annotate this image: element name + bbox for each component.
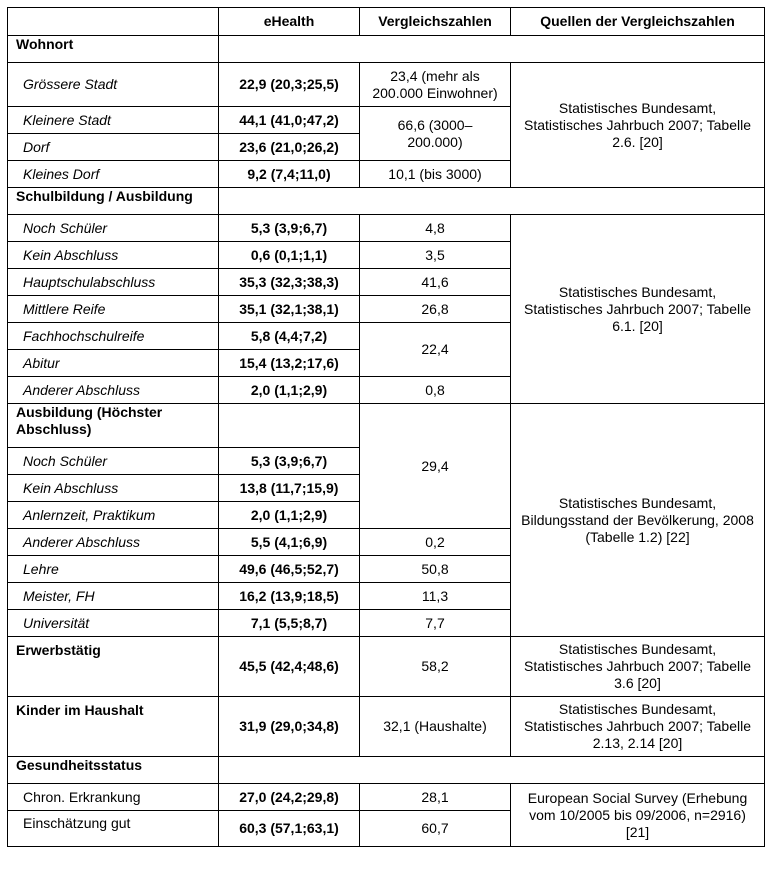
- ehealth-value: 31,9 (29,0;34,8): [219, 697, 360, 757]
- section-title-schulbildung: Schulbildung / Ausbildung: [8, 188, 219, 215]
- section-header-row: [8, 404, 765, 448]
- section-fill: [219, 404, 360, 448]
- comparison-value: 66,6 (3000–200.000): [360, 107, 511, 161]
- ehealth-value: 15,4 (13,2;17,6): [219, 350, 360, 377]
- comparison-value: 0,8: [360, 377, 511, 404]
- section-title-erwerbstaetig: Erwerbstätig: [8, 637, 219, 697]
- comparison-value: 28,1: [360, 784, 511, 811]
- ehealth-value: 44,1 (41,0;47,2): [219, 107, 360, 134]
- source-cell: Statistisches Bundesamt, Statistisches Jahrbuch 2007; Tabelle 6.1. [20]: [511, 215, 765, 404]
- row-label: Noch Schüler: [8, 448, 219, 475]
- comparison-value: 23,4 (mehr als 200.000 Einwohner): [360, 63, 511, 107]
- section-title-kinder: Kinder im Haushalt: [8, 697, 219, 757]
- comparison-value: 0,2: [360, 529, 511, 556]
- row-label: Fachhochschulreife: [8, 323, 219, 350]
- comparison-value: 22,4: [360, 323, 511, 377]
- ehealth-value: 7,1 (5,5;8,7): [219, 610, 360, 637]
- table-row: [8, 784, 765, 811]
- ehealth-value: 0,6 (0,1;1,1): [219, 242, 360, 269]
- row-label: Kleinere Stadt: [8, 107, 219, 134]
- row-label: Hauptschulabschluss: [8, 269, 219, 296]
- section-header-row: [8, 188, 765, 215]
- ehealth-value: 5,5 (4,1;6,9): [219, 529, 360, 556]
- table-row: [8, 637, 765, 697]
- row-label: Kleines Dorf: [8, 161, 219, 188]
- header-quellen: Quellen der Vergleichszahlen: [511, 8, 765, 36]
- row-label: Noch Schüler: [8, 215, 219, 242]
- data-table: [7, 7, 765, 847]
- row-label: Kein Abschluss: [8, 475, 219, 502]
- ehealth-value: 2,0 (1,1;2,9): [219, 502, 360, 529]
- table-row: [8, 697, 765, 757]
- section-title-gesundheit: Gesundheitsstatus: [8, 757, 219, 784]
- row-label: Mittlere Reife: [8, 296, 219, 323]
- comparison-value: 29,4: [360, 404, 511, 529]
- comparison-value: 32,1 (Haushalte): [360, 697, 511, 757]
- ehealth-value: 45,5 (42,4;48,6): [219, 637, 360, 697]
- comparison-value: 3,5: [360, 242, 511, 269]
- ehealth-value: 35,1 (32,1;38,1): [219, 296, 360, 323]
- row-label: Grössere Stadt: [8, 63, 219, 107]
- row-label: Anderer Abschluss: [8, 377, 219, 404]
- section-title-wohnort: Wohnort: [8, 36, 219, 63]
- section-header-row: [8, 36, 765, 63]
- ehealth-value: 9,2 (7,4;11,0): [219, 161, 360, 188]
- comparison-value: 60,7: [360, 811, 511, 847]
- header-category: [8, 8, 219, 36]
- row-label: Einschätzung gut: [8, 811, 219, 847]
- header-vergleichszahlen: Vergleichszahlen: [360, 8, 511, 36]
- ehealth-value: 23,6 (21,0;26,2): [219, 134, 360, 161]
- ehealth-value: 60,3 (57,1;63,1): [219, 811, 360, 847]
- section-title-ausbildung: Ausbildung (Höchster Abschluss): [8, 404, 219, 448]
- ehealth-value: 13,8 (11,7;15,9): [219, 475, 360, 502]
- row-label: Abitur: [8, 350, 219, 377]
- comparison-value: 50,8: [360, 556, 511, 583]
- ehealth-value: 35,3 (32,3;38,3): [219, 269, 360, 296]
- table-row: [8, 63, 765, 107]
- header-row: [8, 8, 765, 36]
- row-label: Lehre: [8, 556, 219, 583]
- table-row: [8, 215, 765, 242]
- section-fill: [219, 36, 765, 63]
- row-label: Meister, FH: [8, 583, 219, 610]
- source-cell: Statistisches Bundesamt, Statistisches Jahrbuch 2007; Tabelle 2.13, 2.14 [20]: [511, 697, 765, 757]
- source-cell: Statistisches Bundesamt, Statistisches Jahrbuch 2007; Tabelle 3.6 [20]: [511, 637, 765, 697]
- ehealth-value: 16,2 (13,9;18,5): [219, 583, 360, 610]
- comparison-value: 4,8: [360, 215, 511, 242]
- comparison-value: 10,1 (bis 3000): [360, 161, 511, 188]
- source-cell: Statistisches Bundesamt, Statistisches Jahrbuch 2007; Tabelle 2.6. [20]: [511, 63, 765, 188]
- row-label: Dorf: [8, 134, 219, 161]
- source-cell: European Social Survey (Erhebung vom 10/2005 bis 09/2006, n=2916) [21]: [511, 784, 765, 847]
- section-fill: [219, 757, 765, 784]
- ehealth-value: 27,0 (24,2;29,8): [219, 784, 360, 811]
- source-cell: Statistisches Bundesamt, Bildungsstand der Bevölkerung, 2008 (Tabelle 1.2) [22]: [511, 404, 765, 637]
- comparison-value: 26,8: [360, 296, 511, 323]
- row-label: Anderer Abschluss: [8, 529, 219, 556]
- row-label: Chron. Erkrankung: [8, 784, 219, 811]
- comparison-value: 58,2: [360, 637, 511, 697]
- comparison-value: 7,7: [360, 610, 511, 637]
- ehealth-value: 22,9 (20,3;25,5): [219, 63, 360, 107]
- row-label: Universität: [8, 610, 219, 637]
- comparison-value: 11,3: [360, 583, 511, 610]
- ehealth-value: 5,8 (4,4;7,2): [219, 323, 360, 350]
- ehealth-value: 5,3 (3,9;6,7): [219, 448, 360, 475]
- header-ehealth: eHealth: [219, 8, 360, 36]
- comparison-value: 41,6: [360, 269, 511, 296]
- ehealth-value: 49,6 (46,5;52,7): [219, 556, 360, 583]
- ehealth-value: 5,3 (3,9;6,7): [219, 215, 360, 242]
- row-label: Anlernzeit, Praktikum: [8, 502, 219, 529]
- section-header-row: [8, 757, 765, 784]
- row-label: Kein Abschluss: [8, 242, 219, 269]
- ehealth-value: 2,0 (1,1;2,9): [219, 377, 360, 404]
- section-fill: [219, 188, 765, 215]
